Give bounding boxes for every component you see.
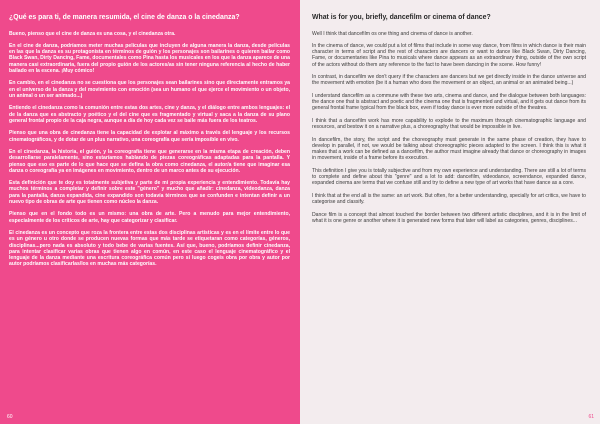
right-paragraph: In contrast, in dancefilm we don't query if the characters are dancers but we get directly inside in the dance universe and the movement with emotion (be it a human who does the movement or an object, an animal or an animated being...) xyxy=(312,74,586,87)
right-paragraph: In dancefilm, the story, the script and the choreography must generate in the same phase of creation, they have to develop in parallel, if not, we would be talking about choreographic pieces adapted to the screen. I think this is what it makes that a work can be defined as a dancefilm, the author must imagine already that dance or choreography in images in movement, inside of a frame before its execution. xyxy=(312,136,586,162)
right-page-title: What is for you, briefly, dancefilm or cinema of dance? xyxy=(312,14,491,21)
left-paragraph: Pienso que en el fondo todo es un mismo: una obra de arte. Pero a menudo para mejor entendimiento, especialmente de los críticos de arte, hay que categorizar y clasificar. xyxy=(9,211,290,224)
left-paragraph: Entiendo el cinedanza como la comunión entre estas dos artes, cine y danza, y el diálogo entre ambos lenguajes: el de la danza que es abstracto y poético y el del cine que es fragmentado y virtual y saca a la danza de su plano general frontal propio de la caja negra, aunque a día de hoy cada vez se baile más fuera de los teatros. xyxy=(9,105,290,124)
right-paragraph: I understand dancefilm as a commune with these two arts, cinema and dance, and the dialogue between both languages: the dance one that is abstract and poetic and the cinema one that is fragmented and virtual, and it gets out dance from its general frontal frame typical from the black box, even if today dance is ever more outside of the theatres. xyxy=(312,93,586,112)
right-paragraph: Well I think that dancefilm os one thing and cinema of dance is another. xyxy=(312,30,473,37)
right-page xyxy=(300,0,600,424)
left-paragraph: En el cine de danza, podríamos meter muchas películas que incluyen de alguna manera la danza, desde películas en las que la danza es su protagonista en términos de guión y los personajes son bailarines o quieren bailar como Black Swan, Dirty Dancing, Fame, documentales como Pina hasta los musicales en los que la danza aparece de una manera casi extraordinaria, fuera del propio guión de los actores/as sin tener ninguna referencia al hecho de haber bailado en la escena. ¡Muy cómico! xyxy=(9,43,290,74)
left-paragraph: En cambio, en el cinedanza no se cuestiona que los personajes sean bailarines sino que directamente entramos ya en el universo de la danza y del movimiento con emoción (sea un humano el que ejerce el movimiento o un objeto, un animal o un ser animado...) xyxy=(9,80,290,99)
left-paragraph: Esta definición que te doy es totalmente subjetiva y parte de mi propia experiencia y entendimiento. Todavía hay muchos términos a completar y definir sobre este "género" y mucho que añadir: cinedanza, videodanza, danza para la pantalla, danza expandida, cine expandido son todavía términos que se confunden e intentan definir a un nuevo tipo de obras de arte que tienen como núcleo la danza. xyxy=(9,180,290,205)
left-paragraph: En el cinedanza, la historia, el guión, y la coreografía tiene que generarse en la misma etapa de creación, deben desarrollarse paralelamente, sino estaríamos hablando de piezas coreográficas adaptadas para la pantalla. Y pienso que eso es parte de lo que hace que se defina la obra como cinedanza, el autor/a tiene que imaginar esa danza o coreografía ya en imágenes en movimiento, dentro de un marco antes de su ejecución. xyxy=(9,149,290,174)
right-paragraph: Dance film is a concept that almost touched the border between two different artistic disciplines, and it is in the limit of what it is one genre or another where it is generated new forms that later will label as categories, genres, disciplines... xyxy=(312,211,586,224)
right-paragraph: In the cinema of dance, we could put a lot of films that include in some way dance, from films in which dance is their main character in terms of script and the rest of characters are dancers or want to dance like Black Swan, Dirty Dancing, Fame, or documentaries like Pina to musicals where dance appears as an extraordinary thing, outside of the own script of the actors without do them any reference to the fact to have been dancing in the scene. How funny! xyxy=(312,43,586,68)
left-paragraph: Pienso que una obra de cinedanza tiene la capacidad de explotar al máximo a través del lenguaje y los recursos cinematográficos, y de dotar de un plus narrativo, una coreografía que sería imposible en vivo. xyxy=(9,130,290,143)
left-paragraph: Bueno, pienso que el cine de danza es una cosa, y el cinedanza otra. xyxy=(9,30,176,37)
right-page-number: 61 xyxy=(588,414,594,420)
left-page-number: 60 xyxy=(7,414,13,420)
left-paragraph: El cinedanza es un concepto que roza la frontera entre estas dos disciplinas artísticas y es en el límite entre lo que es un género u otro donde se producen nuevas formas que más tarde se etiquetaran como categorías, géneros, disciplinas...pero nada es absoluto y todo bebe de varias fuentes. Así que, bueno, podríamos definir cinedanza, para intentar clasificar varias obras que tienen algo en común, en este caso el lenguaje cinematográfico y el lenguaje de la danza mediante una escritura coreográfica común pero sí luego cogeis obra por obra y autor por autor podríamos clasificarlas/los en muchas más categorías. xyxy=(9,230,290,268)
left-page-title: ¿Qué es para ti, de manera resumida, el cine de danza o la cinedanza? xyxy=(9,14,240,21)
right-paragraph: I think that a dancefilm work has more capability to explode to the maximum through cinematographic language and resources, and bestow it on a narrative plus, a choreography that would be impossible in live. xyxy=(312,118,586,131)
right-paragraph: I think that at the end all is the same: an art work. But often, for a better understanding, specially for art critics, we have to categorise and classify. xyxy=(312,192,586,206)
right-paragraph: This definition I give you is totally subjective and from my own experience and understanding. There are still a lot of terms to complete and define about this "genre" and a lot to add: dancefilm, videodance, screendance, expanded dance, expanded cinema are terms that we confuse still and try to define a new type of art works that have dance as a core. xyxy=(312,168,586,187)
